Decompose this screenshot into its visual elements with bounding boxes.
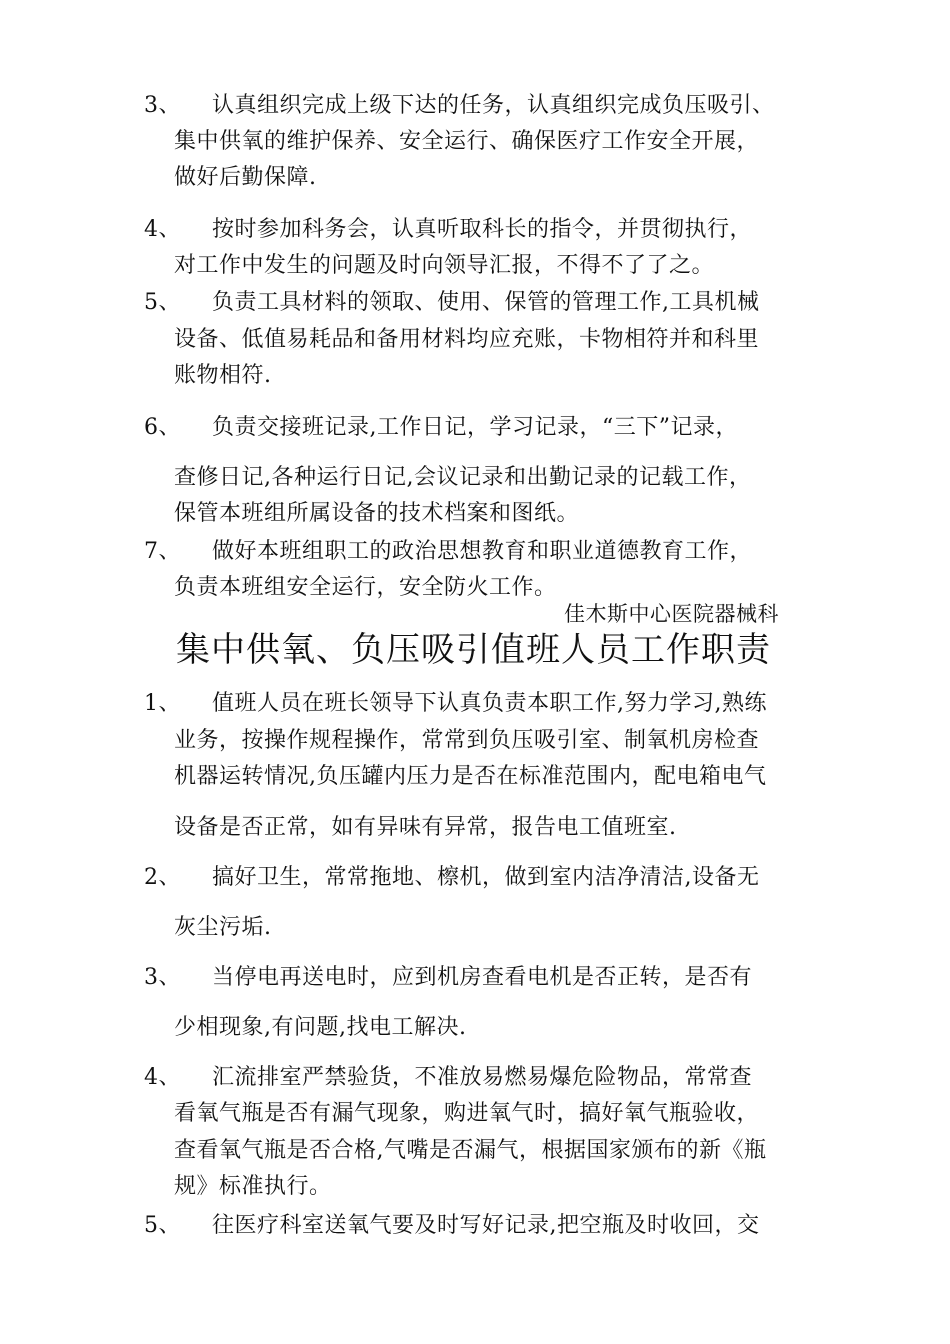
item-number: 4、 (144, 217, 181, 242)
item-text-line: 规》标准执行。 (174, 1174, 332, 1199)
item-number: 2、 (144, 865, 181, 890)
section-title: 集中供氧、负压吸引值班人员工作职责 (176, 630, 771, 670)
item-text-line: 做好后勤保障. (174, 165, 317, 190)
item-text-line: 值班人员在班长领导下认真负责本职工作,努力学习,熟练 (212, 691, 767, 716)
item-number: 7、 (144, 539, 181, 564)
item-number: 3、 (144, 93, 181, 118)
item-text-line: 机器运转情况,负压罐内压力是否在标准范围内，配电箱电气 (174, 764, 767, 789)
item-text-line: 少相现象,有问题,找电工解决. (174, 1015, 467, 1040)
item-text-line: 看氧气瓶是否有漏气现象，购进氧气时，搞好氧气瓶验收， (174, 1101, 760, 1126)
item-text-line: 搞好卫生，常常拖地、檫机，做到室内洁净清洁,设备无 (212, 865, 760, 890)
item-text-line: 设备是否正常，如有异味有异常，报告电工值班室. (174, 815, 677, 840)
item-number: 3、 (144, 965, 181, 990)
item-text-line: 灰尘污垢. (174, 915, 272, 940)
item-text-line: 负责交接班记录,工作日记，学习记录，“三下”记录， (212, 415, 738, 440)
item-number: 4、 (144, 1065, 181, 1090)
item-text-line: 当停电再送电时，应到机房查看电机是否正转，是否有 (212, 965, 753, 990)
item-text-line: 做好本班组职工的政治思想教育和职业道德教育工作， (212, 539, 753, 564)
item-number: 1、 (144, 691, 181, 716)
item-text-line: 查看氧气瓶是否合格,气嘴是否漏气，根据国家颁布的新《瓶 (174, 1138, 767, 1163)
item-text-line: 保管本班组所属设备的技术档案和图纸。 (174, 501, 580, 526)
item-number: 5、 (144, 1213, 181, 1238)
item-text-line: 负责工具材料的领取、使用、保管的管理工作,工具机械 (212, 290, 760, 315)
item-text-line: 往医疗科室送氧气要及时写好记录,把空瓶及时收回，交 (212, 1213, 760, 1238)
item-text-line: 负责本班组安全运行，安全防火工作。 (174, 575, 557, 600)
item-text-line: 账物相符. (174, 363, 272, 388)
item-text-line: 集中供氧的维护保养、安全运行、确保医疗工作安全开展， (174, 129, 760, 154)
item-text-line: 查修日记,各种运行日记,会议记录和出勤记录的记载工作， (174, 465, 752, 490)
item-text-line: 设备、低值易耗品和备用材料均应充账，卡物相符并和科里 (174, 327, 760, 352)
item-text-line: 业务，按操作规程操作，常常到负压吸引室、制氧机房检查 (174, 728, 760, 753)
item-number: 6、 (144, 415, 181, 440)
item-text-line: 汇流排室严禁验货，不准放易燃易爆危险物品，常常查 (212, 1065, 753, 1090)
item-text-line: 按时参加科务会，认真听取科长的指令，并贯彻执行， (212, 217, 753, 242)
item-text-line: 对工作中发生的问题及时向领导汇报，不得不了了之。 (174, 253, 715, 278)
item-text-line: 认真组织完成上级下达的任务，认真组织完成负压吸引、 (212, 93, 775, 118)
item-number: 5、 (144, 290, 181, 315)
department-signature: 佳木斯中心医院器械科 (564, 602, 779, 626)
